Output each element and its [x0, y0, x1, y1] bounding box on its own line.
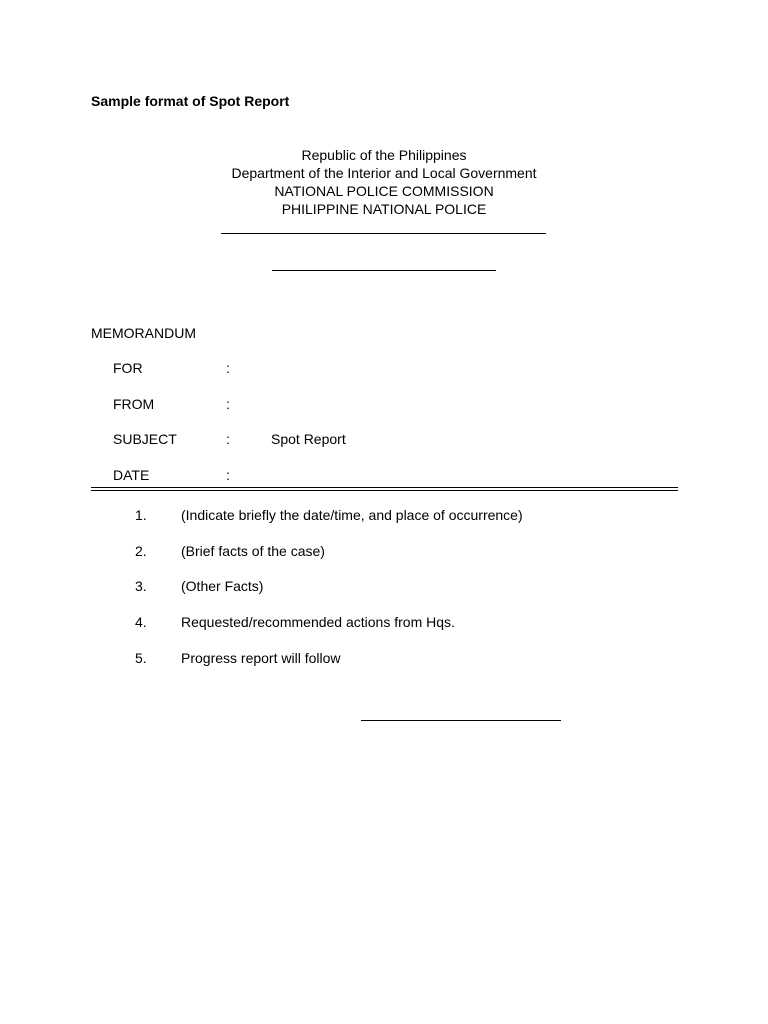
field-for-colon: :	[226, 360, 230, 376]
list-item-text: (Indicate briefly the date/time, and place of occurrence)	[181, 507, 523, 523]
field-date-colon: :	[226, 467, 230, 483]
list-item-text: (Brief facts of the case)	[181, 543, 325, 559]
header-divider-bottom	[91, 490, 678, 491]
memorandum-heading: MEMORANDUM	[91, 325, 196, 341]
field-subject-colon: :	[226, 431, 230, 447]
letterhead	[184, 146, 584, 218]
list-item-number: 4.	[135, 614, 147, 630]
letterhead-commission: NATIONAL POLICE COMMISSION	[274, 183, 494, 199]
field-for-label: FOR	[113, 360, 143, 376]
letterhead-department: Department of the Interior and Local Government	[231, 165, 537, 181]
letterhead-republic: Republic of the Philippines	[301, 147, 467, 163]
document-title: Sample format of Spot Report	[91, 93, 290, 109]
field-from-label: FROM	[113, 396, 155, 412]
header-divider-top	[91, 487, 678, 488]
list-item-number: 2.	[135, 543, 147, 559]
list-item-number: 3.	[135, 578, 147, 594]
list-item-number: 5.	[135, 650, 147, 666]
office-blank-line	[221, 233, 546, 234]
list-item-text: Requested/recommended actions from Hqs.	[181, 614, 455, 630]
list-item-text: Progress report will follow	[181, 650, 341, 666]
field-subject-value: Spot Report	[271, 431, 346, 447]
field-from-colon: :	[226, 396, 230, 412]
field-date-label: DATE	[113, 467, 150, 483]
letterhead-police: PHILIPPINE NATIONAL POLICE	[281, 201, 487, 217]
field-subject-label: SUBJECT	[113, 431, 177, 447]
list-item-number: 1.	[135, 507, 147, 523]
address-blank-line	[272, 270, 496, 271]
signature-line	[361, 720, 561, 721]
list-item-text: (Other Facts)	[181, 578, 264, 594]
